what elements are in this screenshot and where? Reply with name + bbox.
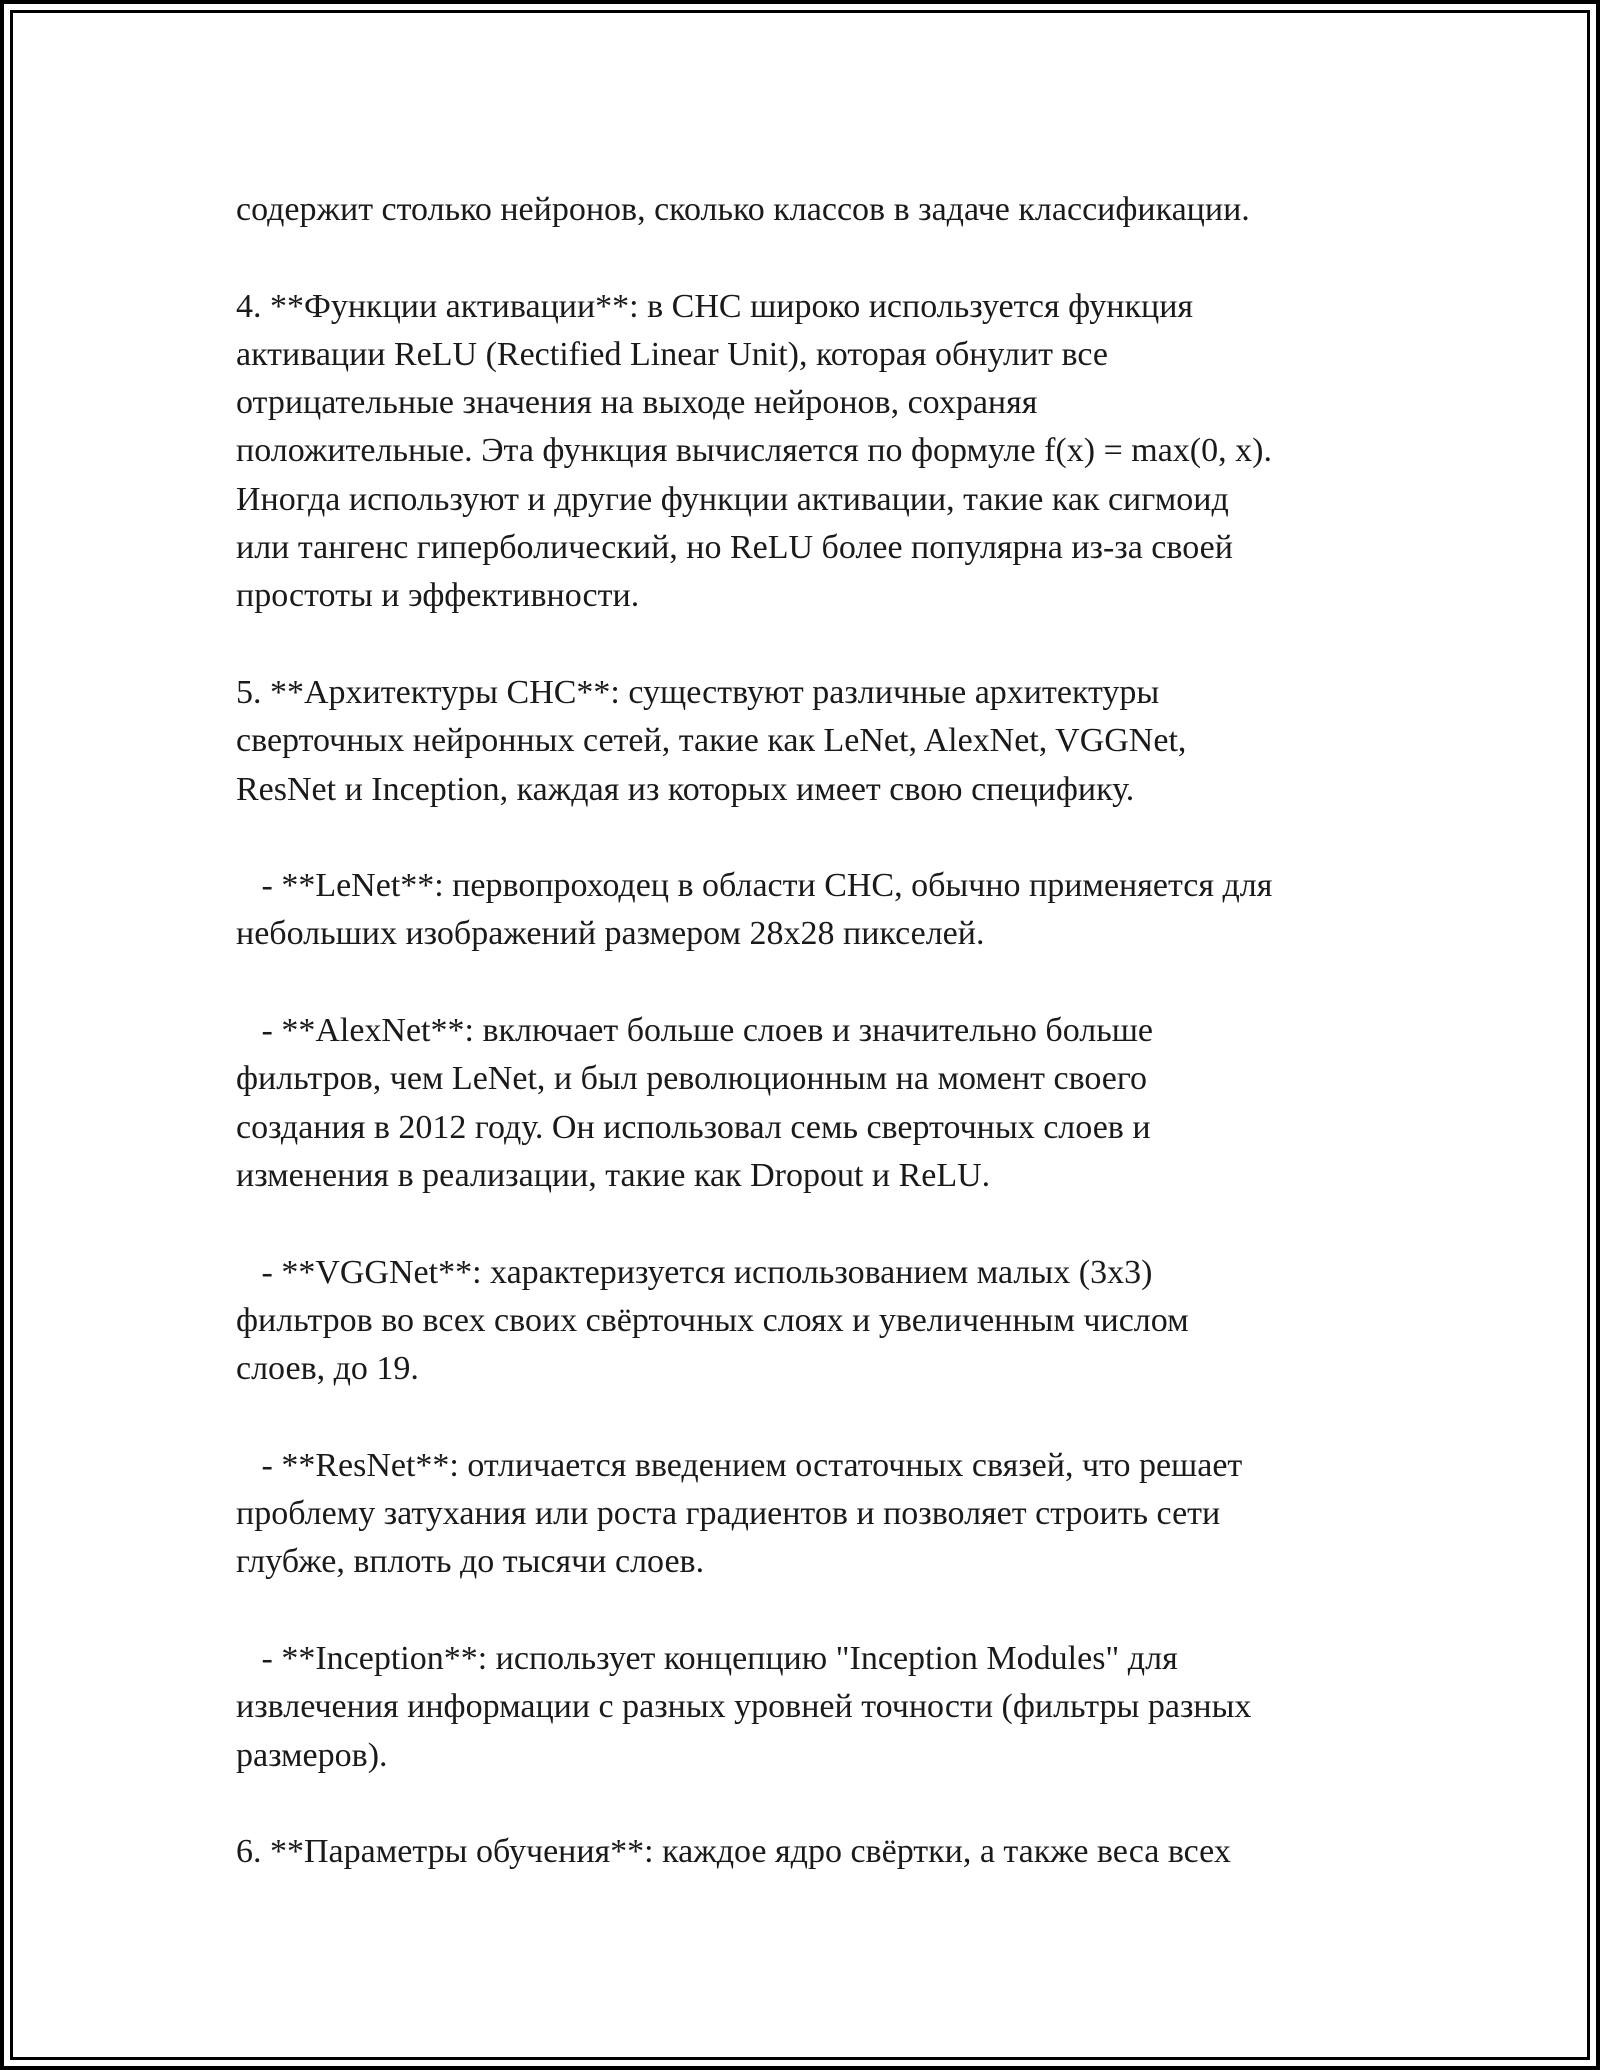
text-line: размеров). [236, 1736, 388, 1774]
paragraph [236, 283, 1396, 621]
text-line: создания в 2012 году. Он использовал семь сверточных слоев и [236, 1108, 1151, 1146]
paragraph-gap [236, 1780, 1396, 1828]
text-line: - **ResNet**: отличается введением остаточных связей, что решает [236, 1446, 1243, 1484]
paragraph [236, 1828, 1396, 1876]
text-line: содержит столько нейронов, сколько классов в задаче классификации. [236, 191, 1250, 228]
text-line: ResNet и Inception, каждая из которых имеет свою специфику. [236, 770, 1135, 808]
text-line: проблему затухания или роста градиентов и позволяет строить сети [236, 1495, 1221, 1533]
text-line: - **Inception**: использует концепцию "Inception Modules" для [236, 1639, 1178, 1677]
text-line: сверточных нейронных сетей, такие как LeNet, AlexNet, VGGNet, [236, 722, 1187, 760]
paragraph [236, 186, 1396, 234]
paragraph-gap [236, 1393, 1396, 1441]
text-line: фильтров, чем LeNet, и был революционным на момент своего [236, 1060, 1147, 1098]
text-line: 6. **Параметры обучения**: каждое ядро свёртки, а также веса всех [236, 1833, 1231, 1871]
text-line: слоев, до 19. [236, 1350, 419, 1388]
text-line: - **LeNet**: первопроходец в области СНС, обычно применяется для [236, 867, 1273, 905]
text-line: положительные. Эта функция вычисляется по формуле f(x) = max(0, x). [236, 432, 1272, 470]
text-line: фильтров во всех своих свёрточных слоях и увеличенным числом [236, 1301, 1189, 1339]
text-line: Иногда используют и другие функции активации, такие как сигмоид [236, 480, 1229, 518]
text-line: - **VGGNet**: характеризуется использованием малых (3x3) [236, 1253, 1153, 1291]
paragraph-gap [236, 814, 1396, 862]
paragraph-gap [236, 1200, 1396, 1248]
paragraph [236, 862, 1396, 959]
text-line: простоты и эффективности. [236, 577, 640, 615]
paragraph [236, 1007, 1396, 1200]
text-line: 4. **Функции активации**: в СНС широко используется функция [236, 287, 1194, 325]
paragraph [236, 1635, 1396, 1780]
text-line: - **AlexNet**: включает больше слоев и значительно больше [236, 1012, 1154, 1050]
text-line: изменения в реализации, такие как Dropout и ReLU. [236, 1156, 991, 1194]
document-body [236, 186, 1396, 1876]
text-line: отрицательные значения на выходе нейронов, сохраняя [236, 384, 1038, 422]
text-line: небольших изображений размером 28x28 пикселей. [236, 915, 985, 953]
text-line: 5. **Архитектуры СНС**: существуют различные архитектуры [236, 673, 1160, 711]
paragraph [236, 1249, 1396, 1394]
text-line: активации ReLU (Rectified Linear Unit), которая обнулит все [236, 335, 1108, 373]
text-line: или тангенс гиперболический, но ReLU более популярна из-за своей [236, 529, 1233, 567]
text-line: извлечения информации с разных уровней точности (фильтры разных [236, 1688, 1252, 1726]
paragraph-gap [236, 959, 1396, 1007]
paragraph-gap [236, 621, 1396, 669]
text-line: глубже, вплоть до тысячи слоев. [236, 1543, 705, 1581]
paragraph [236, 1442, 1396, 1587]
paragraph-gap [236, 234, 1396, 282]
paragraph-gap [236, 1587, 1396, 1635]
paragraph [236, 669, 1396, 814]
